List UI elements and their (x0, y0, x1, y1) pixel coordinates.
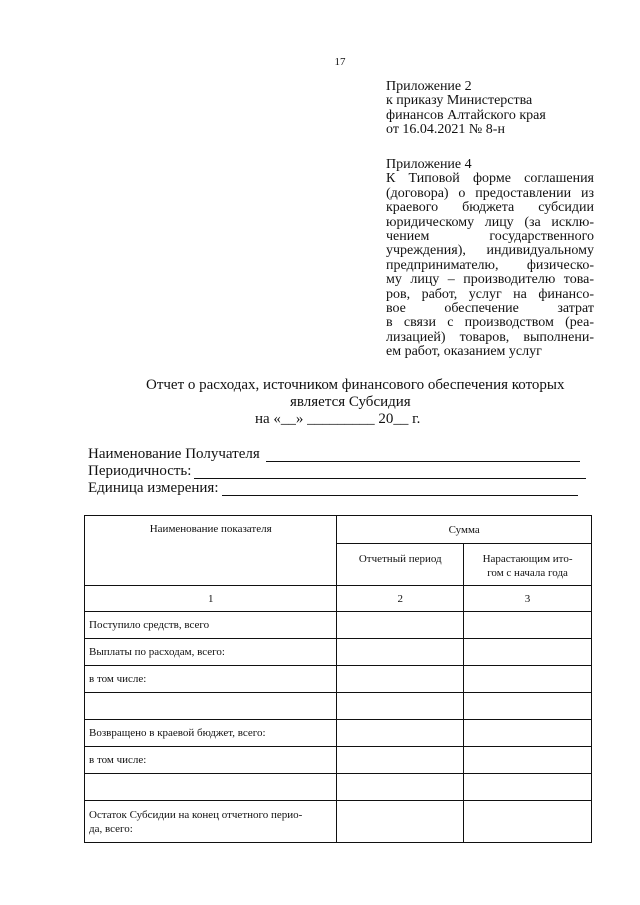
table-row (85, 693, 592, 720)
report-title-line: является Субсидия (290, 394, 411, 410)
cell-cumulative[interactable] (464, 639, 592, 666)
appendix-4-line: вое обеспечение затрат (386, 301, 594, 317)
appendix-4-line: юридическому лицу (за исклю- (386, 214, 594, 230)
appendix-4-line: К Типовой форме соглашения (386, 171, 594, 187)
report-table (84, 515, 592, 843)
cell-cumulative[interactable] (464, 747, 592, 774)
column-number: 2 (337, 586, 464, 612)
header-indicator: Наименование показателя (85, 516, 337, 586)
appendix-4-line: (договора) о предоставлении из (386, 185, 594, 201)
report-fields (88, 446, 588, 497)
appendix-4-line: ров, работ, услуг на финансо- (386, 286, 594, 302)
cell-period[interactable] (337, 720, 464, 747)
recipient-blank[interactable] (266, 461, 580, 462)
table-row (85, 612, 592, 639)
recipient-label: Наименование Получателя (88, 446, 260, 462)
cell-period[interactable] (337, 639, 464, 666)
appendix-4-line: предпринимателю, физическо- (386, 257, 594, 273)
row-label: в том числе: (85, 747, 337, 774)
cell-period[interactable] (337, 747, 464, 774)
cell-cumulative[interactable] (464, 612, 592, 639)
cell-cumulative[interactable] (464, 774, 592, 801)
recipient-field (88, 446, 588, 463)
row-label: Поступило средств, всего (85, 612, 337, 639)
appendix-4-line: чением государственного (386, 229, 594, 245)
row-label: Выплаты по расходам, всего: (85, 639, 337, 666)
cell-period[interactable] (337, 612, 464, 639)
header-period: Отчетный период (337, 544, 464, 586)
table-row (85, 747, 592, 774)
appendix-2-line: от 16.04.2021 № 8-н (386, 122, 505, 138)
appendix-4-line: учреждения), индивидуальному (386, 243, 594, 259)
periodicity-field (88, 463, 588, 480)
page-number: 17 (334, 56, 346, 68)
table-row (85, 801, 592, 843)
unit-blank[interactable] (222, 495, 578, 496)
periodicity-label: Периодичность: (88, 463, 192, 479)
appendix-4-line: краевого бюджета субсидии (386, 200, 594, 216)
cell-period[interactable] (337, 801, 464, 843)
table-row (85, 774, 592, 801)
periodicity-blank[interactable] (194, 478, 586, 479)
cell-cumulative[interactable] (464, 720, 592, 747)
cell-period[interactable] (337, 693, 464, 720)
cell-cumulative[interactable] (464, 666, 592, 693)
row-label (85, 774, 337, 801)
row-label: Возвращено в краевой бюджет, всего: (85, 720, 337, 747)
appendix-2-line: финансов Алтайского края (386, 107, 546, 123)
header-cumulative: Нарастающим ито- гом с начала года (464, 544, 592, 586)
row-label (85, 693, 337, 720)
appendix-2-line: к приказу Министерства (386, 93, 533, 109)
unit-label: Единица измерения: (88, 480, 219, 496)
appendix-4-line: ем работ, оказанием услуг (386, 344, 542, 360)
cell-cumulative[interactable] (464, 693, 592, 720)
report-title-line: Отчет о расходах, источником финансового обеспечения которых (146, 377, 565, 393)
appendix-4-block (386, 158, 594, 360)
header-sum: Сумма (337, 516, 592, 544)
column-number: 3 (464, 586, 592, 612)
report-date-line: на «__» _________ 20__ г. (255, 411, 421, 427)
appendix-4-line: Приложение 4 (386, 157, 472, 172)
appendix-2-block (386, 80, 594, 138)
appendix-4-line: в связи с производством (реа- (386, 315, 594, 331)
table-row (85, 666, 592, 693)
row-label: Остаток Субсидии на конец отчетного перио- да, всего: (85, 801, 337, 843)
row-label: в том числе: (85, 666, 337, 693)
appendix-4-line: лизацией) товаров, выполнени- (386, 329, 594, 345)
appendix-2-line: Приложение 2 (386, 79, 472, 94)
table-row (85, 639, 592, 666)
cell-period[interactable] (337, 666, 464, 693)
table-row (85, 720, 592, 747)
unit-field (88, 480, 588, 497)
appendix-4-line: му лицу – производителю това- (386, 272, 594, 288)
cell-period[interactable] (337, 774, 464, 801)
cell-cumulative[interactable] (464, 801, 592, 843)
column-number: 1 (85, 586, 337, 612)
